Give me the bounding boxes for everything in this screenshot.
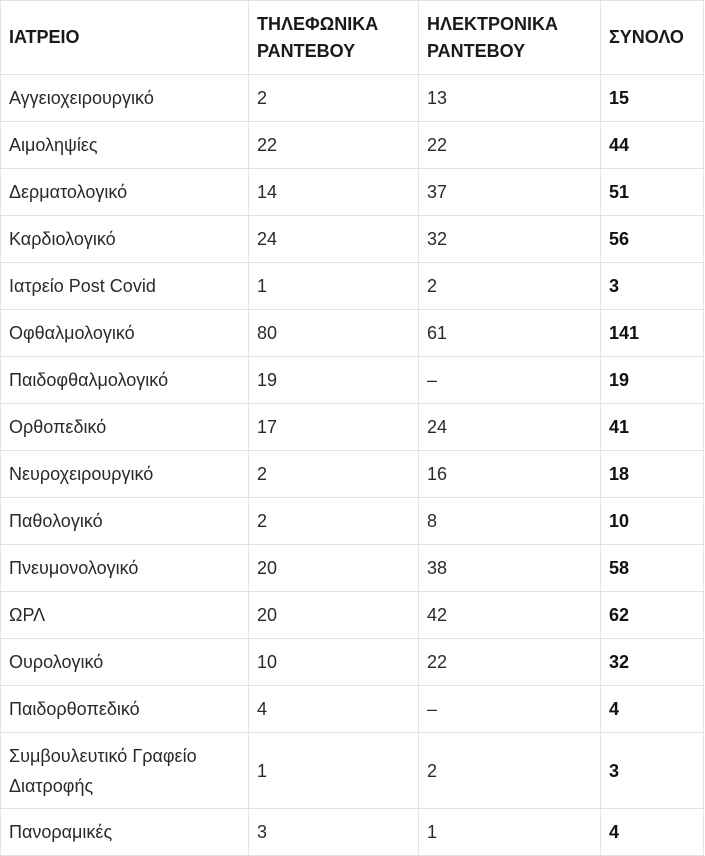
table-row bbox=[1, 122, 704, 169]
clinic-cell: Παθολογικό bbox=[1, 498, 249, 545]
clinic-cell: Οφθαλμολογικό bbox=[1, 310, 249, 357]
table-row bbox=[1, 592, 704, 639]
total-cell: 3 bbox=[601, 263, 704, 310]
phone-cell: 19 bbox=[249, 357, 419, 404]
table-row bbox=[1, 498, 704, 545]
total-cell: 19 bbox=[601, 357, 704, 404]
phone-cell: 2 bbox=[249, 451, 419, 498]
clinic-cell: Πανοραμικές bbox=[1, 809, 249, 856]
phone-cell: 24 bbox=[249, 216, 419, 263]
online-cell: 13 bbox=[419, 75, 601, 122]
phone-cell: 20 bbox=[249, 592, 419, 639]
table-row bbox=[1, 216, 704, 263]
phone-cell: 4 bbox=[249, 686, 419, 733]
clinic-cell: Καρδιολογικό bbox=[1, 216, 249, 263]
table-row bbox=[1, 451, 704, 498]
total-cell: 51 bbox=[601, 169, 704, 216]
table-row bbox=[1, 357, 704, 404]
phone-cell: 20 bbox=[249, 545, 419, 592]
clinic-cell: Πνευμονολογικό bbox=[1, 545, 249, 592]
header-online-appointments: ΗΛΕΚΤΡΟΝΙΚΑ ΡΑΝΤΕΒΟΥ bbox=[419, 1, 601, 75]
phone-cell: 2 bbox=[249, 75, 419, 122]
total-cell: 41 bbox=[601, 404, 704, 451]
online-cell: 32 bbox=[419, 216, 601, 263]
total-cell: 62 bbox=[601, 592, 704, 639]
online-cell: 42 bbox=[419, 592, 601, 639]
total-cell: 18 bbox=[601, 451, 704, 498]
table-row bbox=[1, 169, 704, 216]
total-cell: 4 bbox=[601, 809, 704, 856]
total-cell: 56 bbox=[601, 216, 704, 263]
clinic-cell: Ουρολογικό bbox=[1, 639, 249, 686]
online-cell: 16 bbox=[419, 451, 601, 498]
total-cell: 10 bbox=[601, 498, 704, 545]
phone-cell: 1 bbox=[249, 733, 419, 809]
table-row bbox=[1, 733, 704, 809]
total-cell: 3 bbox=[601, 733, 704, 809]
online-cell: 24 bbox=[419, 404, 601, 451]
table-row bbox=[1, 545, 704, 592]
header-phone-appointments: ΤΗΛΕΦΩΝΙΚΑ ΡΑΝΤΕΒΟΥ bbox=[249, 1, 419, 75]
phone-cell: 2 bbox=[249, 498, 419, 545]
clinic-cell: Αιμοληψίες bbox=[1, 122, 249, 169]
phone-cell: 10 bbox=[249, 639, 419, 686]
online-cell: 1 bbox=[419, 809, 601, 856]
phone-cell: 14 bbox=[249, 169, 419, 216]
clinic-cell: ΩΡΛ bbox=[1, 592, 249, 639]
total-cell: 58 bbox=[601, 545, 704, 592]
clinic-cell: Ορθοπεδικό bbox=[1, 404, 249, 451]
phone-cell: 22 bbox=[249, 122, 419, 169]
table-row bbox=[1, 686, 704, 733]
total-cell: 15 bbox=[601, 75, 704, 122]
online-cell: 2 bbox=[419, 263, 601, 310]
header-total: ΣΥΝΟΛΟ bbox=[601, 1, 704, 75]
table-body bbox=[1, 75, 704, 856]
online-cell: 2 bbox=[419, 733, 601, 809]
phone-cell: 1 bbox=[249, 263, 419, 310]
table-header bbox=[1, 1, 704, 75]
phone-cell: 3 bbox=[249, 809, 419, 856]
clinic-cell: Αγγειοχειρουργικό bbox=[1, 75, 249, 122]
header-row bbox=[1, 1, 704, 75]
clinic-cell: Νευροχειρουργικό bbox=[1, 451, 249, 498]
clinic-cell: Δερματολογικό bbox=[1, 169, 249, 216]
online-cell: 22 bbox=[419, 639, 601, 686]
total-cell: 44 bbox=[601, 122, 704, 169]
total-cell: 32 bbox=[601, 639, 704, 686]
online-cell: 37 bbox=[419, 169, 601, 216]
table-row bbox=[1, 639, 704, 686]
clinic-cell: Ιατρείο Post Covid bbox=[1, 263, 249, 310]
phone-cell: 80 bbox=[249, 310, 419, 357]
table-row bbox=[1, 263, 704, 310]
clinic-cell: Παιδοφθαλμολογικό bbox=[1, 357, 249, 404]
online-cell: 8 bbox=[419, 498, 601, 545]
table-row bbox=[1, 404, 704, 451]
clinic-cell: Συμβουλευτικό Γραφείο Διατροφής bbox=[1, 733, 249, 809]
table-row bbox=[1, 809, 704, 856]
online-cell: 38 bbox=[419, 545, 601, 592]
table-row bbox=[1, 75, 704, 122]
online-cell: – bbox=[419, 357, 601, 404]
clinic-cell: Παιδορθοπεδικό bbox=[1, 686, 249, 733]
table-row bbox=[1, 310, 704, 357]
online-cell: 61 bbox=[419, 310, 601, 357]
total-cell: 141 bbox=[601, 310, 704, 357]
online-cell: – bbox=[419, 686, 601, 733]
phone-cell: 17 bbox=[249, 404, 419, 451]
header-clinic: ΙΑΤΡΕΙΟ bbox=[1, 1, 249, 75]
online-cell: 22 bbox=[419, 122, 601, 169]
total-cell: 4 bbox=[601, 686, 704, 733]
